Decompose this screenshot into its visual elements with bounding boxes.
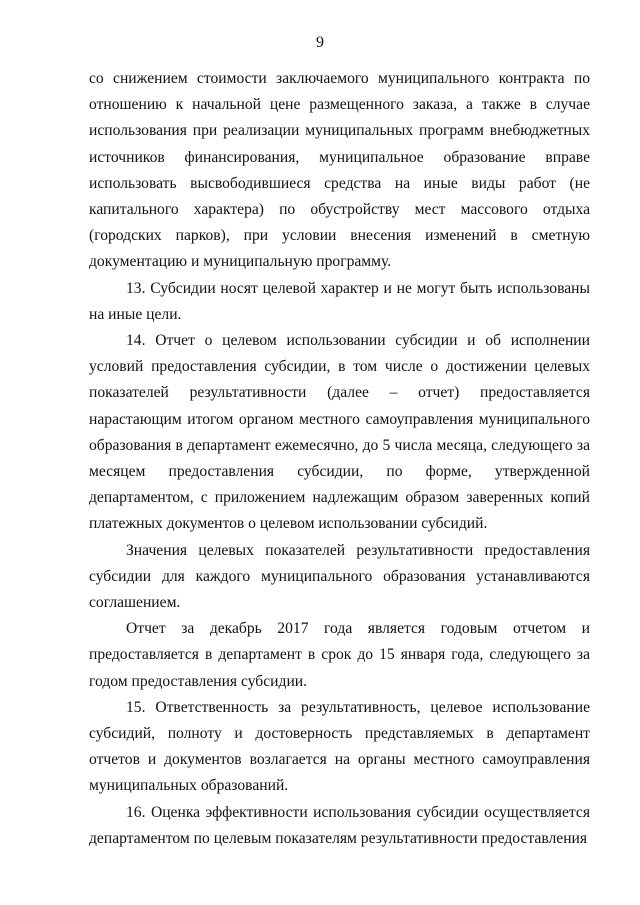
paragraph-14: 14. Отчет о целевом использовании субсидии и об исполнении условий предоставления субсидии, в том числе о достижении целевых показателей результативности (далее – отчет) предоставляется нарастающим итогом органом местного самоуправления муниципального образования в департамент ежемесячно, до 5 числа месяца, следующего за месяцем предоставления субсидии, по форме, утвержденной департаментом, с приложением надлежащим образом заверенных копий платежных документов о целевом использовании субсидий. [89,332,590,533]
document-body [89,66,590,852]
paragraph-continuation: со снижением стоимости заключаемого муниципального контракта по отношению к начальной цене размещенного заказа, а также в случае использования при реализации муниципальных программ внебюджетных источников финансирования, муниципальное образование вправе использовать высвободившиеся средства на иные виды работ (не капитального характера) по обустройству мест массового отдыха (городских парков), при условии внесения изменений в сметную документацию и муниципальную программу. [89,70,590,271]
paragraph-16: 16. Оценка эффективности использования субсидии осуществляется департаментом по целевым показателям результативности предоставления [89,803,590,847]
paragraph-15: 15. Ответственность за результативность, целевое использование субсидий, полноту и достоверность представляемых в департамент отчетов и документов возлагается на органы местного самоуправления муниципальных образований. [89,698,590,795]
paragraph-13: 13. Субсидии носят целевой характер и не могут быть использованы на иные цели. [89,279,590,323]
paragraph-14-values: Значения целевых показателей результативности предоставления субсидии для каждого муниципального образования устанавливаются соглашением. [89,541,590,612]
page-number: 9 [316,34,324,51]
paragraph-14-december-report: Отчет за декабрь 2017 года является годовым отчетом и предоставляется в департамент в срок до 15 января года, следующего за годом предоставления субсидии. [89,620,590,690]
